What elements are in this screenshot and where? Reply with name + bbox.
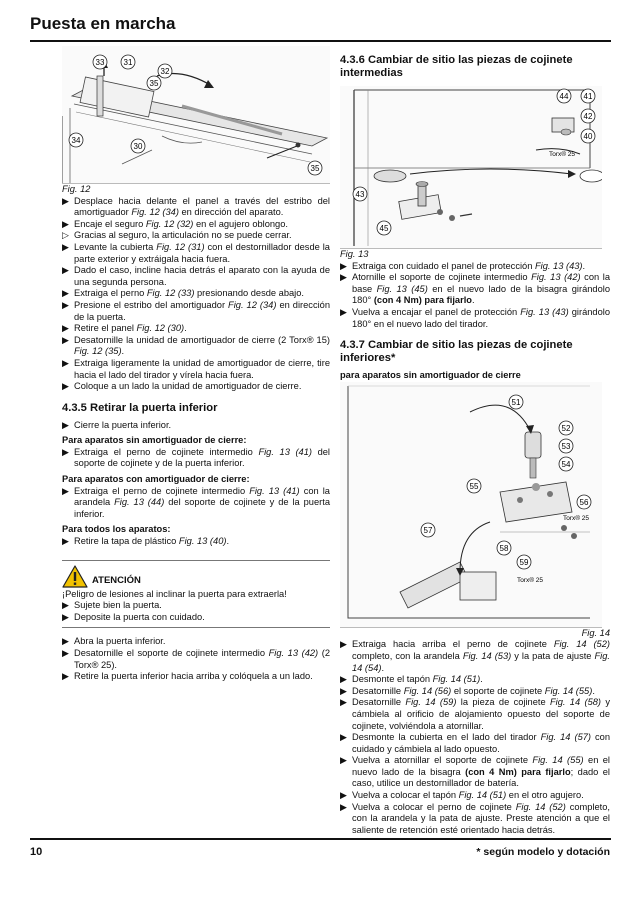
list-item: ▶ Abra la puerta inferior. bbox=[62, 636, 166, 647]
bullet-icon: ▶ bbox=[340, 272, 347, 283]
list-item: ▶ Cierre la puerta inferior. bbox=[62, 419, 172, 430]
fig14-callout-52: 52 bbox=[561, 423, 571, 433]
result-marker-icon: ▷ bbox=[62, 230, 69, 241]
fig14-callout-59: 59 bbox=[519, 557, 529, 567]
footer-rule bbox=[30, 838, 611, 840]
list-item: ▶ Extraiga hacia arriba el perno de cojinete Fig. 14 (52) completo, con la arandela Fig. 14 (53) y la pata de ajuste Fig. 14 (54). bbox=[340, 639, 610, 673]
bullet-icon: ▶ bbox=[62, 323, 69, 334]
list-item: ▶ Extraiga el perno de cojinete intermedio Fig. 13 (41) con la arandela Fig. 13 (44) del soporte de cojinete y de la puerta inferior. bbox=[62, 485, 330, 519]
fig12-step-list bbox=[62, 196, 330, 393]
list-item: ▶ Atornille el soporte de cojinete intermedio Fig. 13 (42) con la base Fig. 13 (45) en el nuevo lado de la bisagra girándolo 180° (con 4 Nm) para fijarlo. bbox=[340, 272, 610, 306]
fig14-callout-54: 54 bbox=[561, 459, 571, 469]
bullet-icon: ▶ bbox=[62, 600, 69, 611]
figure-13 bbox=[340, 86, 602, 249]
after-warning-step-list bbox=[62, 636, 330, 682]
bullet-icon: ▶ bbox=[340, 306, 347, 317]
figure-12-illustration bbox=[62, 46, 330, 183]
list-item: ▶ Retire el panel Fig. 12 (30). bbox=[62, 323, 187, 334]
bullet-icon: ▶ bbox=[340, 260, 347, 271]
bullet-icon: ▶ bbox=[62, 265, 69, 276]
list-item: ▶ Extraiga el perno de cojinete intermedio Fig. 13 (41) del soporte de cojinete y de la puerta inferior. bbox=[62, 446, 330, 469]
bullet-icon: ▶ bbox=[62, 536, 69, 547]
list-item: ▶ Retire la puerta inferior hacia arriba y colóquela a un lado. bbox=[62, 671, 313, 682]
fig13-callout-43: 43 bbox=[355, 190, 365, 199]
bullet-icon: ▶ bbox=[62, 357, 69, 368]
right-column bbox=[340, 54, 610, 836]
list-item: ▶ Extraiga ligeramente la unidad de amortiguador de cierre, tire hacia el lado del tirador y vírela hacia fuera. bbox=[62, 357, 330, 380]
warning-title: ATENCIÓN bbox=[92, 574, 141, 586]
bullet-icon: ▶ bbox=[340, 639, 347, 650]
bullet-icon: ▶ bbox=[62, 485, 69, 496]
list-item: ▶ Levante la cubierta Fig. 12 (31) con el destornillador desde la parte exterior y extráigala hacia fuera. bbox=[62, 241, 330, 264]
figure-12 bbox=[62, 46, 330, 184]
fig12-callout-35: 35 bbox=[149, 79, 159, 88]
footer-note: * según modelo y dotación bbox=[476, 846, 610, 858]
bullet-icon: ▶ bbox=[340, 790, 347, 801]
bullet-icon: ▶ bbox=[62, 334, 69, 345]
section-4-3-5-heading: 4.3.5 Retirar la puerta inferior bbox=[62, 401, 218, 414]
bullet-icon: ▶ bbox=[62, 671, 69, 682]
fig12-callout-34: 34 bbox=[71, 136, 81, 145]
bullet-icon: ▶ bbox=[340, 732, 347, 743]
warning-triangle-icon bbox=[62, 565, 88, 588]
list-item: ▶ Deposite la puerta con cuidado. bbox=[62, 611, 205, 622]
bullet-icon: ▶ bbox=[62, 299, 69, 310]
fig13-callout-42: 42 bbox=[583, 112, 593, 121]
warning-box bbox=[62, 560, 330, 629]
figure-14-caption: Fig. 14 bbox=[581, 627, 610, 638]
figure-13-caption: Fig. 13 bbox=[340, 249, 369, 259]
bullet-icon: ▶ bbox=[62, 446, 69, 457]
bullet-icon: ▶ bbox=[340, 801, 347, 812]
title-rule bbox=[30, 40, 611, 42]
bullet-icon: ▶ bbox=[340, 755, 347, 766]
list-item: ▶ Vuelva a colocar el tapón Fig. 14 (51) en el otro agujero. bbox=[340, 790, 584, 801]
section-4-3-6-heading: 4.3.6 Cambiar de sitio las piezas de cojinete intermedias bbox=[340, 54, 573, 79]
list-item: ▶ Desmonte la cubierta en el lado del tirador Fig. 14 (57) con cuidado y cámbiela al lado opuesto. bbox=[340, 732, 611, 754]
bullet-icon: ▶ bbox=[62, 288, 69, 299]
page-number: 10 bbox=[30, 846, 43, 858]
fig14-callout-58: 58 bbox=[499, 543, 509, 553]
list-item: ▶ Desmonte el tapón Fig. 14 (51). bbox=[340, 674, 483, 685]
figure-14 bbox=[340, 382, 602, 628]
figure-14-illustration bbox=[340, 382, 602, 627]
sec435-sub-heading-1: Para aparatos sin amortiguador de cierre: bbox=[62, 435, 247, 446]
sec435-step3-list bbox=[62, 536, 330, 548]
bullet-icon: ▶ bbox=[62, 611, 69, 622]
fig13-callout-40: 40 bbox=[583, 132, 593, 141]
list-item: ▶ Desatornille el soporte de cojinete intermedio Fig. 13 (42) (2 Torx® 25). bbox=[62, 648, 330, 670]
bullet-icon: ▶ bbox=[340, 685, 347, 696]
warning-text: ¡Peligro de lesiones al inclinar la puerta para extraerla! bbox=[62, 588, 287, 599]
sec435-step1-list bbox=[62, 447, 330, 470]
fig13-callout-44: 44 bbox=[559, 92, 569, 101]
bullet-icon: ▶ bbox=[62, 419, 69, 430]
list-item: ▶ Coloque a un lado la unidad de amortiguador de cierre. bbox=[62, 381, 302, 392]
sec435-sub-heading-3: Para todos los aparatos: bbox=[62, 524, 171, 535]
fig14-callout-55: 55 bbox=[469, 481, 479, 491]
list-item: ▶ Encaje el seguro Fig. 12 (32) en el agujero oblongo. bbox=[62, 218, 288, 229]
fig12-callout-32: 32 bbox=[160, 67, 170, 76]
fig12-callout-35b: 35 bbox=[310, 164, 320, 173]
sec437-step-list bbox=[340, 639, 610, 836]
bullet-icon: ▶ bbox=[62, 636, 69, 647]
fig12-callout-33: 33 bbox=[95, 58, 105, 67]
bullet-icon: ▶ bbox=[62, 241, 69, 252]
fig14-torx-label-a: Torx® 25 bbox=[562, 514, 590, 522]
list-item: ▶ Desatornille Fig. 14 (59) la pieza de cojinete Fig. 14 (58) y cámbiela al orificio de alojamiento opuesto del soporte de cojinete, volviéndola a atornillar. bbox=[340, 697, 610, 731]
figure-12-caption: Fig. 12 bbox=[62, 184, 91, 194]
fig13-torx-label: Torx® 25 bbox=[548, 151, 576, 158]
bullet-icon: ▶ bbox=[340, 697, 347, 708]
fig13-callout-45: 45 bbox=[379, 224, 389, 233]
list-item: ▶ Desatornille la unidad de amortiguador de cierre (2 Torx® 15) Fig. 12 (35). bbox=[62, 334, 330, 357]
bullet-icon: ▶ bbox=[340, 674, 347, 685]
list-item: ▶ Extraiga con cuidado el panel de protección Fig. 13 (43). bbox=[340, 260, 586, 271]
list-item: ▶ Vuelva a atornillar el soporte de cojinete Fig. 14 (55) en el nuevo lado de la bisagra (con 4 Nm) para fijarlo; dado el caso, utilice un destornillador de batería. bbox=[340, 755, 611, 789]
list-item: ▶ Sujete bien la puerta. bbox=[62, 600, 162, 611]
fig12-callout-30: 30 bbox=[133, 142, 143, 151]
bullet-icon: ▶ bbox=[62, 195, 69, 206]
list-item: ▷ Gracias al seguro, la articulación no se puede cerrar. bbox=[62, 230, 292, 241]
figure-13-illustration bbox=[340, 86, 602, 248]
list-item: ▶ Desplace hacia delante el panel a través del estribo del amortiguador Fig. 12 (34) en dirección del aparato. bbox=[62, 195, 330, 218]
fig12-callout-31: 31 bbox=[123, 58, 133, 67]
list-item: ▶ Vuelva a colocar el perno de cojinete Fig. 14 (52) completo, con la arandela y la pata de ajuste. Preste atención a que el saliente de retención esté orientado hacia detrás. bbox=[340, 801, 611, 835]
sec436-step-list bbox=[340, 261, 610, 331]
list-item: ▶ Desatornille Fig. 14 (56) el soporte de cojinete Fig. 14 (55). bbox=[340, 685, 595, 696]
sec435-step2-list bbox=[62, 486, 330, 521]
warning-step-list bbox=[62, 600, 330, 623]
fig14-callout-51: 51 bbox=[511, 397, 521, 407]
list-item: ▶ Presione el estribo del amortiguador Fig. 12 (34) en dirección de la puerta. bbox=[62, 299, 330, 322]
fig14-callout-57: 57 bbox=[423, 525, 433, 535]
sec437-subheading: para aparatos sin amortiguador de cierre bbox=[340, 370, 521, 381]
list-item: ▶ Vuelva a encajar el panel de protección Fig. 13 (43) girándolo 180° en el nuevo lado del tirador. bbox=[340, 306, 610, 329]
sec435-step0-list bbox=[62, 420, 330, 432]
left-column bbox=[62, 46, 330, 683]
list-item: ▶ Dado el caso, incline hacia detrás el aparato con la ayuda de una segunda persona. bbox=[62, 265, 330, 287]
section-4-3-7-heading: 4.3.7 Cambiar de sitio las piezas de cojinete inferiores* bbox=[340, 339, 573, 365]
list-item: ▶ Retire la tapa de plástico Fig. 13 (40). bbox=[62, 536, 230, 547]
fig14-callout-53: 53 bbox=[561, 441, 571, 451]
fig14-torx-label-b: Torx® 25 bbox=[516, 576, 544, 584]
page-title: Puesta en marcha bbox=[30, 14, 176, 33]
bullet-icon: ▶ bbox=[62, 381, 69, 392]
bullet-icon: ▶ bbox=[62, 218, 69, 229]
fig13-callout-41: 41 bbox=[583, 92, 593, 101]
sec435-sub-heading-2: Para aparatos con amortiguador de cierre: bbox=[62, 474, 250, 485]
bullet-icon: ▶ bbox=[62, 648, 69, 658]
fig14-callout-56: 56 bbox=[579, 497, 589, 507]
list-item: ▶ Extraiga el perno Fig. 12 (33) presionando desde abajo. bbox=[62, 288, 305, 299]
